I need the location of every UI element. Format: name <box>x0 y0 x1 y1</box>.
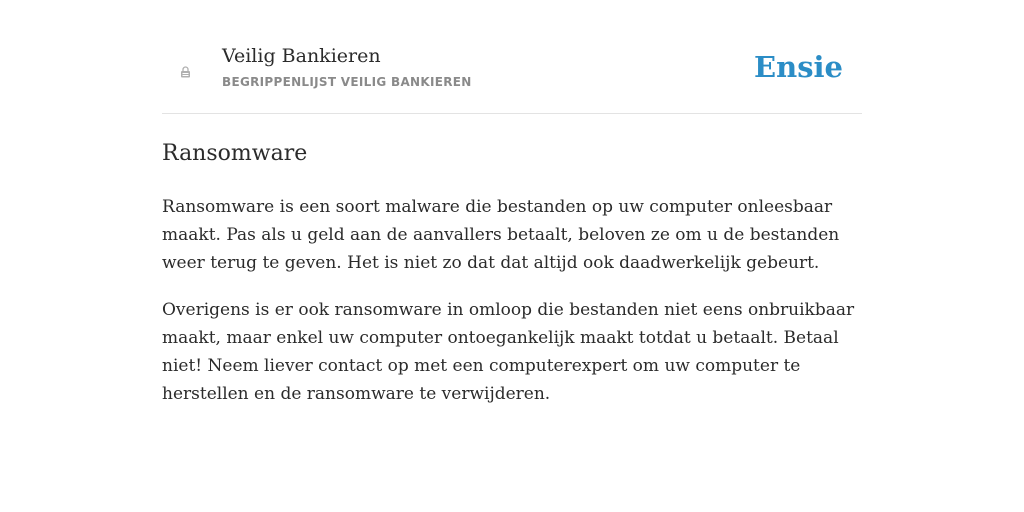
site-subtitle[interactable]: BEGRIPPENLIJST VEILIG BANKIEREN <box>222 75 472 89</box>
brand-logo[interactable]: Ensie <box>754 50 843 84</box>
definition-paragraph-1: Ransomware is een soort malware die bestanden op uw computer onleesbaar maakt. Pas als u geld aan de aanvallers betaalt, beloven ze om u de bestanden weer terug te geven. Het is niet zo dat dat altijd ook daadwerkelijk gebeurt. <box>162 197 840 273</box>
lock-icon <box>180 65 191 77</box>
term-title: Ransomware <box>162 141 308 166</box>
definition-paragraph-2: Overigens is er ook ransomware in omloop die bestanden niet eens onbruikbaar maakt, maar enkel uw computer ontoegankelijk maakt totdat u betaalt. Betaal niet! Neem liever contact op met een computerexpert om uw computer te herstellen en de ransomware te verwijderen. <box>162 300 855 404</box>
page <box>162 0 862 408</box>
site-title[interactable]: Veilig Bankieren <box>222 45 381 67</box>
header <box>162 0 862 114</box>
